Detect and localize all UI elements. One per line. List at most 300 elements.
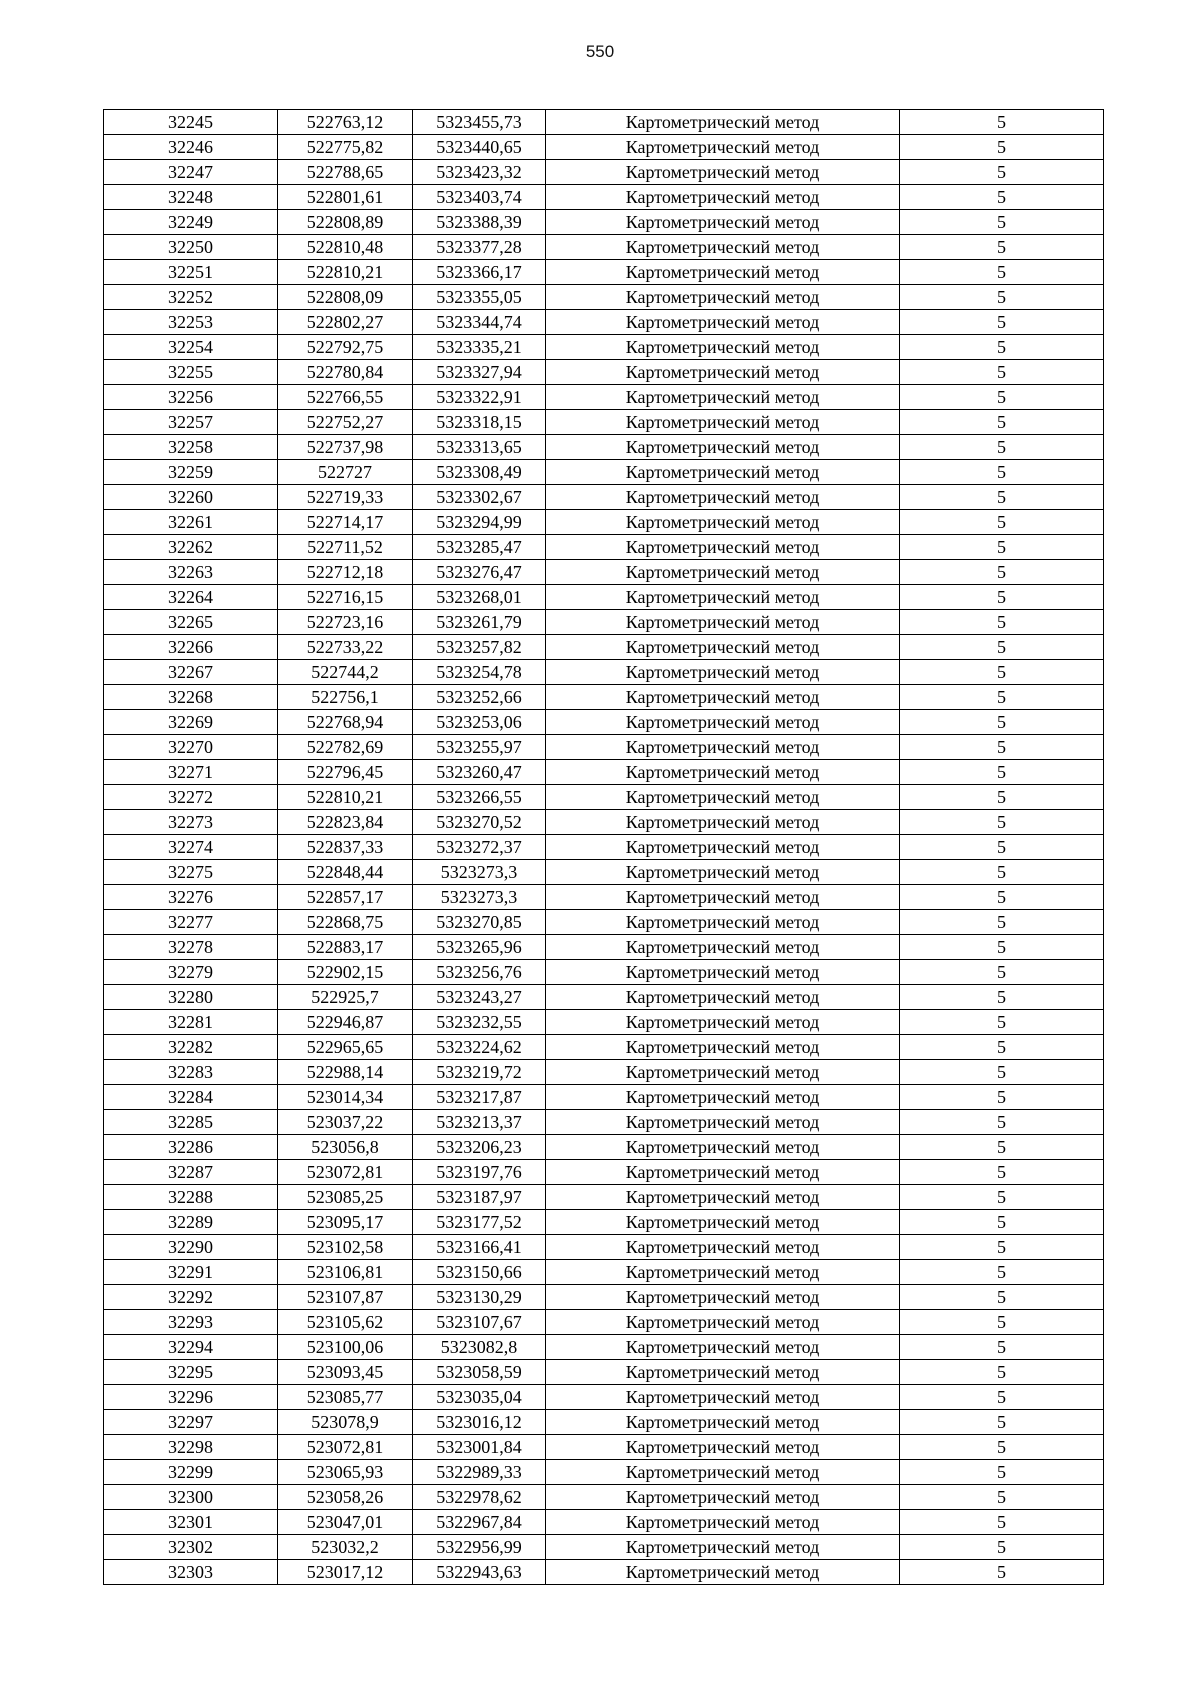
y-coordinate-cell: 5323366,17 (413, 260, 546, 285)
table-row (104, 1285, 1104, 1310)
accuracy-cell: 5 (900, 1510, 1104, 1535)
x-coordinate-cell: 522883,17 (278, 935, 413, 960)
table-row (104, 1335, 1104, 1360)
table-row (104, 260, 1104, 285)
method-cell: Картометрический метод (546, 535, 900, 560)
point-number-cell: 32256 (104, 385, 278, 410)
x-coordinate-cell: 522723,16 (278, 610, 413, 635)
x-coordinate-cell: 522788,65 (278, 160, 413, 185)
accuracy-cell: 5 (900, 885, 1104, 910)
accuracy-cell: 5 (900, 1010, 1104, 1035)
table-row (104, 735, 1104, 760)
y-coordinate-cell: 5323217,87 (413, 1085, 546, 1110)
y-coordinate-cell: 5323322,91 (413, 385, 546, 410)
table-row (104, 885, 1104, 910)
table-row (104, 1410, 1104, 1435)
method-cell: Картометрический метод (546, 1285, 900, 1310)
point-number-cell: 32283 (104, 1060, 278, 1085)
y-coordinate-cell: 5323232,55 (413, 1010, 546, 1035)
x-coordinate-cell: 522737,98 (278, 435, 413, 460)
table-row (104, 185, 1104, 210)
accuracy-cell: 5 (900, 185, 1104, 210)
y-coordinate-cell: 5322956,99 (413, 1535, 546, 1560)
table-row (104, 1460, 1104, 1485)
point-number-cell: 32282 (104, 1035, 278, 1060)
point-number-cell: 32286 (104, 1135, 278, 1160)
method-cell: Картометрический метод (546, 1385, 900, 1410)
point-number-cell: 32298 (104, 1435, 278, 1460)
point-number-cell: 32276 (104, 885, 278, 910)
y-coordinate-cell: 5323273,3 (413, 885, 546, 910)
y-coordinate-cell: 5323272,37 (413, 835, 546, 860)
accuracy-cell: 5 (900, 935, 1104, 960)
table-row (104, 935, 1104, 960)
point-number-cell: 32284 (104, 1085, 278, 1110)
table-row (104, 1210, 1104, 1235)
table-row (104, 860, 1104, 885)
method-cell: Картометрический метод (546, 1260, 900, 1285)
y-coordinate-cell: 5323423,32 (413, 160, 546, 185)
y-coordinate-cell: 5323130,29 (413, 1285, 546, 1310)
table-row (104, 710, 1104, 735)
table-row (104, 1560, 1104, 1585)
y-coordinate-cell: 5323224,62 (413, 1035, 546, 1060)
accuracy-cell: 5 (900, 585, 1104, 610)
point-number-cell: 32270 (104, 735, 278, 760)
method-cell: Картометрический метод (546, 635, 900, 660)
accuracy-cell: 5 (900, 685, 1104, 710)
accuracy-cell: 5 (900, 360, 1104, 385)
point-number-cell: 32279 (104, 960, 278, 985)
y-coordinate-cell: 5323265,96 (413, 935, 546, 960)
method-cell: Картометрический метод (546, 210, 900, 235)
y-coordinate-cell: 5323318,15 (413, 410, 546, 435)
method-cell: Картометрический метод (546, 610, 900, 635)
x-coordinate-cell: 522988,14 (278, 1060, 413, 1085)
y-coordinate-cell: 5323213,37 (413, 1110, 546, 1135)
x-coordinate-cell: 523072,81 (278, 1435, 413, 1460)
point-number-cell: 32271 (104, 760, 278, 785)
x-coordinate-cell: 522780,84 (278, 360, 413, 385)
method-cell: Картометрический метод (546, 935, 900, 960)
y-coordinate-cell: 5323255,97 (413, 735, 546, 760)
method-cell: Картометрический метод (546, 185, 900, 210)
table-row (104, 1085, 1104, 1110)
accuracy-cell: 5 (900, 110, 1104, 135)
accuracy-cell: 5 (900, 1085, 1104, 1110)
y-coordinate-cell: 5322967,84 (413, 1510, 546, 1535)
method-cell: Картометрический метод (546, 985, 900, 1010)
point-number-cell: 32247 (104, 160, 278, 185)
accuracy-cell: 5 (900, 1035, 1104, 1060)
y-coordinate-cell: 5323260,47 (413, 760, 546, 785)
point-number-cell: 32300 (104, 1485, 278, 1510)
accuracy-cell: 5 (900, 560, 1104, 585)
table-row (104, 160, 1104, 185)
x-coordinate-cell: 522801,61 (278, 185, 413, 210)
point-number-cell: 32277 (104, 910, 278, 935)
x-coordinate-cell: 522756,1 (278, 685, 413, 710)
accuracy-cell: 5 (900, 485, 1104, 510)
point-number-cell: 32253 (104, 310, 278, 335)
method-cell: Картометрический метод (546, 460, 900, 485)
method-cell: Картометрический метод (546, 110, 900, 135)
table-row (104, 110, 1104, 135)
method-cell: Картометрический метод (546, 1185, 900, 1210)
x-coordinate-cell: 523058,26 (278, 1485, 413, 1510)
accuracy-cell: 5 (900, 1210, 1104, 1235)
point-number-cell: 32251 (104, 260, 278, 285)
table-row (104, 235, 1104, 260)
accuracy-cell: 5 (900, 785, 1104, 810)
point-number-cell: 32290 (104, 1235, 278, 1260)
method-cell: Картометрический метод (546, 1210, 900, 1235)
point-number-cell: 32280 (104, 985, 278, 1010)
table-row (104, 1235, 1104, 1260)
x-coordinate-cell: 522810,48 (278, 235, 413, 260)
y-coordinate-cell: 5323266,55 (413, 785, 546, 810)
y-coordinate-cell: 5323294,99 (413, 510, 546, 535)
point-number-cell: 32257 (104, 410, 278, 435)
accuracy-cell: 5 (900, 1260, 1104, 1285)
x-coordinate-cell: 523047,01 (278, 1510, 413, 1535)
y-coordinate-cell: 5323270,85 (413, 910, 546, 935)
x-coordinate-cell: 523037,22 (278, 1110, 413, 1135)
point-number-cell: 32266 (104, 635, 278, 660)
y-coordinate-cell: 5323197,76 (413, 1160, 546, 1185)
y-coordinate-cell: 5322989,33 (413, 1460, 546, 1485)
x-coordinate-cell: 522716,15 (278, 585, 413, 610)
table-row (104, 435, 1104, 460)
x-coordinate-cell: 522810,21 (278, 785, 413, 810)
table-row (104, 310, 1104, 335)
point-number-cell: 32302 (104, 1535, 278, 1560)
x-coordinate-cell: 522796,45 (278, 760, 413, 785)
point-number-cell: 32252 (104, 285, 278, 310)
table-row (104, 910, 1104, 935)
method-cell: Картометрический метод (546, 1060, 900, 1085)
point-number-cell: 32297 (104, 1410, 278, 1435)
table-row (104, 660, 1104, 685)
point-number-cell: 32254 (104, 335, 278, 360)
coordinates-table (103, 109, 1104, 1585)
x-coordinate-cell: 522711,52 (278, 535, 413, 560)
x-coordinate-cell: 522763,12 (278, 110, 413, 135)
accuracy-cell: 5 (900, 1460, 1104, 1485)
x-coordinate-cell: 522792,75 (278, 335, 413, 360)
y-coordinate-cell: 5323388,39 (413, 210, 546, 235)
accuracy-cell: 5 (900, 710, 1104, 735)
table-row (104, 1435, 1104, 1460)
point-number-cell: 32246 (104, 135, 278, 160)
x-coordinate-cell: 522712,18 (278, 560, 413, 585)
method-cell: Картометрический метод (546, 335, 900, 360)
x-coordinate-cell: 523093,45 (278, 1360, 413, 1385)
method-cell: Картометрический метод (546, 1460, 900, 1485)
table-row (104, 1160, 1104, 1185)
table-row (104, 410, 1104, 435)
accuracy-cell: 5 (900, 1560, 1104, 1585)
point-number-cell: 32264 (104, 585, 278, 610)
x-coordinate-cell: 522744,2 (278, 660, 413, 685)
y-coordinate-cell: 5323313,65 (413, 435, 546, 460)
x-coordinate-cell: 523085,77 (278, 1385, 413, 1410)
accuracy-cell: 5 (900, 1135, 1104, 1160)
x-coordinate-cell: 522768,94 (278, 710, 413, 735)
table-row (104, 1535, 1104, 1560)
y-coordinate-cell: 5323206,23 (413, 1135, 546, 1160)
accuracy-cell: 5 (900, 160, 1104, 185)
method-cell: Картометрический метод (546, 1335, 900, 1360)
point-number-cell: 32278 (104, 935, 278, 960)
point-number-cell: 32275 (104, 860, 278, 885)
point-number-cell: 32259 (104, 460, 278, 485)
method-cell: Картометрический метод (546, 685, 900, 710)
x-coordinate-cell: 523095,17 (278, 1210, 413, 1235)
method-cell: Картометрический метод (546, 385, 900, 410)
point-number-cell: 32260 (104, 485, 278, 510)
x-coordinate-cell: 522714,17 (278, 510, 413, 535)
point-number-cell: 32291 (104, 1260, 278, 1285)
x-coordinate-cell: 522808,89 (278, 210, 413, 235)
point-number-cell: 32303 (104, 1560, 278, 1585)
method-cell: Картометрический метод (546, 1310, 900, 1335)
y-coordinate-cell: 5323177,52 (413, 1210, 546, 1235)
table-row (104, 385, 1104, 410)
y-coordinate-cell: 5323261,79 (413, 610, 546, 635)
accuracy-cell: 5 (900, 410, 1104, 435)
method-cell: Картометрический метод (546, 1535, 900, 1560)
x-coordinate-cell: 522965,65 (278, 1035, 413, 1060)
table-row (104, 685, 1104, 710)
table-row (104, 135, 1104, 160)
point-number-cell: 32281 (104, 1010, 278, 1035)
accuracy-cell: 5 (900, 910, 1104, 935)
y-coordinate-cell: 5323166,41 (413, 1235, 546, 1260)
method-cell: Картометрический метод (546, 285, 900, 310)
y-coordinate-cell: 5323016,12 (413, 1410, 546, 1435)
point-number-cell: 32292 (104, 1285, 278, 1310)
x-coordinate-cell: 522733,22 (278, 635, 413, 660)
table-row (104, 1485, 1104, 1510)
accuracy-cell: 5 (900, 310, 1104, 335)
point-number-cell: 32289 (104, 1210, 278, 1235)
table-row (104, 1510, 1104, 1535)
y-coordinate-cell: 5323058,59 (413, 1360, 546, 1385)
point-number-cell: 32273 (104, 810, 278, 835)
point-number-cell: 32272 (104, 785, 278, 810)
table-row (104, 285, 1104, 310)
accuracy-cell: 5 (900, 285, 1104, 310)
y-coordinate-cell: 5323256,76 (413, 960, 546, 985)
method-cell: Картометрический метод (546, 1410, 900, 1435)
x-coordinate-cell: 523017,12 (278, 1560, 413, 1585)
table-row (104, 610, 1104, 635)
y-coordinate-cell: 5323268,01 (413, 585, 546, 610)
accuracy-cell: 5 (900, 660, 1104, 685)
x-coordinate-cell: 523102,58 (278, 1235, 413, 1260)
method-cell: Картометрический метод (546, 510, 900, 535)
x-coordinate-cell: 522837,33 (278, 835, 413, 860)
y-coordinate-cell: 5323276,47 (413, 560, 546, 585)
accuracy-cell: 5 (900, 1185, 1104, 1210)
point-number-cell: 32269 (104, 710, 278, 735)
point-number-cell: 32285 (104, 1110, 278, 1135)
y-coordinate-cell: 5323187,97 (413, 1185, 546, 1210)
accuracy-cell: 5 (900, 260, 1104, 285)
method-cell: Картометрический метод (546, 860, 900, 885)
method-cell: Картометрический метод (546, 360, 900, 385)
x-coordinate-cell: 523106,81 (278, 1260, 413, 1285)
point-number-cell: 32248 (104, 185, 278, 210)
x-coordinate-cell: 523032,2 (278, 1535, 413, 1560)
y-coordinate-cell: 5323270,52 (413, 810, 546, 835)
y-coordinate-cell: 5323253,06 (413, 710, 546, 735)
point-number-cell: 32265 (104, 610, 278, 635)
point-number-cell: 32274 (104, 835, 278, 860)
x-coordinate-cell: 523072,81 (278, 1160, 413, 1185)
table-row (104, 585, 1104, 610)
table-row (104, 1385, 1104, 1410)
accuracy-cell: 5 (900, 1535, 1104, 1560)
method-cell: Картометрический метод (546, 785, 900, 810)
x-coordinate-cell: 522857,17 (278, 885, 413, 910)
method-cell: Картометрический метод (546, 1010, 900, 1035)
table-row (104, 485, 1104, 510)
table-row (104, 635, 1104, 660)
point-number-cell: 32288 (104, 1185, 278, 1210)
method-cell: Картометрический метод (546, 160, 900, 185)
method-cell: Картометрический метод (546, 1485, 900, 1510)
x-coordinate-cell: 523014,34 (278, 1085, 413, 1110)
table-row (104, 810, 1104, 835)
accuracy-cell: 5 (900, 610, 1104, 635)
table-row (104, 960, 1104, 985)
table-row (104, 1310, 1104, 1335)
accuracy-cell: 5 (900, 1235, 1104, 1260)
accuracy-cell: 5 (900, 1335, 1104, 1360)
x-coordinate-cell: 522946,87 (278, 1010, 413, 1035)
point-number-cell: 32250 (104, 235, 278, 260)
method-cell: Картометрический метод (546, 760, 900, 785)
point-number-cell: 32293 (104, 1310, 278, 1335)
method-cell: Картометрический метод (546, 585, 900, 610)
accuracy-cell: 5 (900, 985, 1104, 1010)
accuracy-cell: 5 (900, 835, 1104, 860)
accuracy-cell: 5 (900, 135, 1104, 160)
method-cell: Картометрический метод (546, 1235, 900, 1260)
table-row (104, 1060, 1104, 1085)
accuracy-cell: 5 (900, 510, 1104, 535)
y-coordinate-cell: 5323219,72 (413, 1060, 546, 1085)
y-coordinate-cell: 5322943,63 (413, 1560, 546, 1585)
table-row (104, 1110, 1104, 1135)
accuracy-cell: 5 (900, 210, 1104, 235)
point-number-cell: 32258 (104, 435, 278, 460)
y-coordinate-cell: 5323327,94 (413, 360, 546, 385)
y-coordinate-cell: 5323308,49 (413, 460, 546, 485)
x-coordinate-cell: 523105,62 (278, 1310, 413, 1335)
table-row (104, 785, 1104, 810)
table-row (104, 510, 1104, 535)
method-cell: Картометрический метод (546, 410, 900, 435)
point-number-cell: 32249 (104, 210, 278, 235)
method-cell: Картометрический метод (546, 435, 900, 460)
accuracy-cell: 5 (900, 1360, 1104, 1385)
x-coordinate-cell: 522752,27 (278, 410, 413, 435)
y-coordinate-cell: 5323273,3 (413, 860, 546, 885)
accuracy-cell: 5 (900, 435, 1104, 460)
x-coordinate-cell: 522802,27 (278, 310, 413, 335)
accuracy-cell: 5 (900, 460, 1104, 485)
table-row (104, 460, 1104, 485)
method-cell: Картометрический метод (546, 810, 900, 835)
method-cell: Картометрический метод (546, 1360, 900, 1385)
point-number-cell: 32301 (104, 1510, 278, 1535)
method-cell: Картометрический метод (546, 1510, 900, 1535)
table-row (104, 1260, 1104, 1285)
method-cell: Картометрический метод (546, 235, 900, 260)
y-coordinate-cell: 5323001,84 (413, 1435, 546, 1460)
table-row (104, 1135, 1104, 1160)
y-coordinate-cell: 5323254,78 (413, 660, 546, 685)
x-coordinate-cell: 523107,87 (278, 1285, 413, 1310)
table-row (104, 985, 1104, 1010)
point-number-cell: 32263 (104, 560, 278, 585)
accuracy-cell: 5 (900, 1160, 1104, 1185)
page-number: 550 (585, 42, 615, 61)
accuracy-cell: 5 (900, 385, 1104, 410)
x-coordinate-cell: 523078,9 (278, 1410, 413, 1435)
x-coordinate-cell: 522823,84 (278, 810, 413, 835)
y-coordinate-cell: 5323035,04 (413, 1385, 546, 1410)
table-row (104, 1185, 1104, 1210)
accuracy-cell: 5 (900, 1410, 1104, 1435)
table-row (104, 1360, 1104, 1385)
y-coordinate-cell: 5323243,27 (413, 985, 546, 1010)
point-number-cell: 32295 (104, 1360, 278, 1385)
x-coordinate-cell: 523056,8 (278, 1135, 413, 1160)
accuracy-cell: 5 (900, 760, 1104, 785)
table-row (104, 1010, 1104, 1035)
x-coordinate-cell: 522902,15 (278, 960, 413, 985)
x-coordinate-cell: 523100,06 (278, 1335, 413, 1360)
y-coordinate-cell: 5323335,21 (413, 335, 546, 360)
accuracy-cell: 5 (900, 960, 1104, 985)
table-row (104, 535, 1104, 560)
method-cell: Картометрический метод (546, 735, 900, 760)
y-coordinate-cell: 5323355,05 (413, 285, 546, 310)
table-row (104, 560, 1104, 585)
method-cell: Картометрический метод (546, 1085, 900, 1110)
y-coordinate-cell: 5323302,67 (413, 485, 546, 510)
table-row (104, 760, 1104, 785)
method-cell: Картометрический метод (546, 1160, 900, 1185)
y-coordinate-cell: 5323150,66 (413, 1260, 546, 1285)
method-cell: Картометрический метод (546, 1110, 900, 1135)
method-cell: Картометрический метод (546, 485, 900, 510)
method-cell: Картометрический метод (546, 560, 900, 585)
accuracy-cell: 5 (900, 860, 1104, 885)
table-row (104, 360, 1104, 385)
point-number-cell: 32287 (104, 1160, 278, 1185)
coordinates-table-body (104, 110, 1104, 1585)
table-row (104, 335, 1104, 360)
method-cell: Картометрический метод (546, 310, 900, 335)
accuracy-cell: 5 (900, 735, 1104, 760)
method-cell: Картометрический метод (546, 1435, 900, 1460)
method-cell: Картометрический метод (546, 885, 900, 910)
